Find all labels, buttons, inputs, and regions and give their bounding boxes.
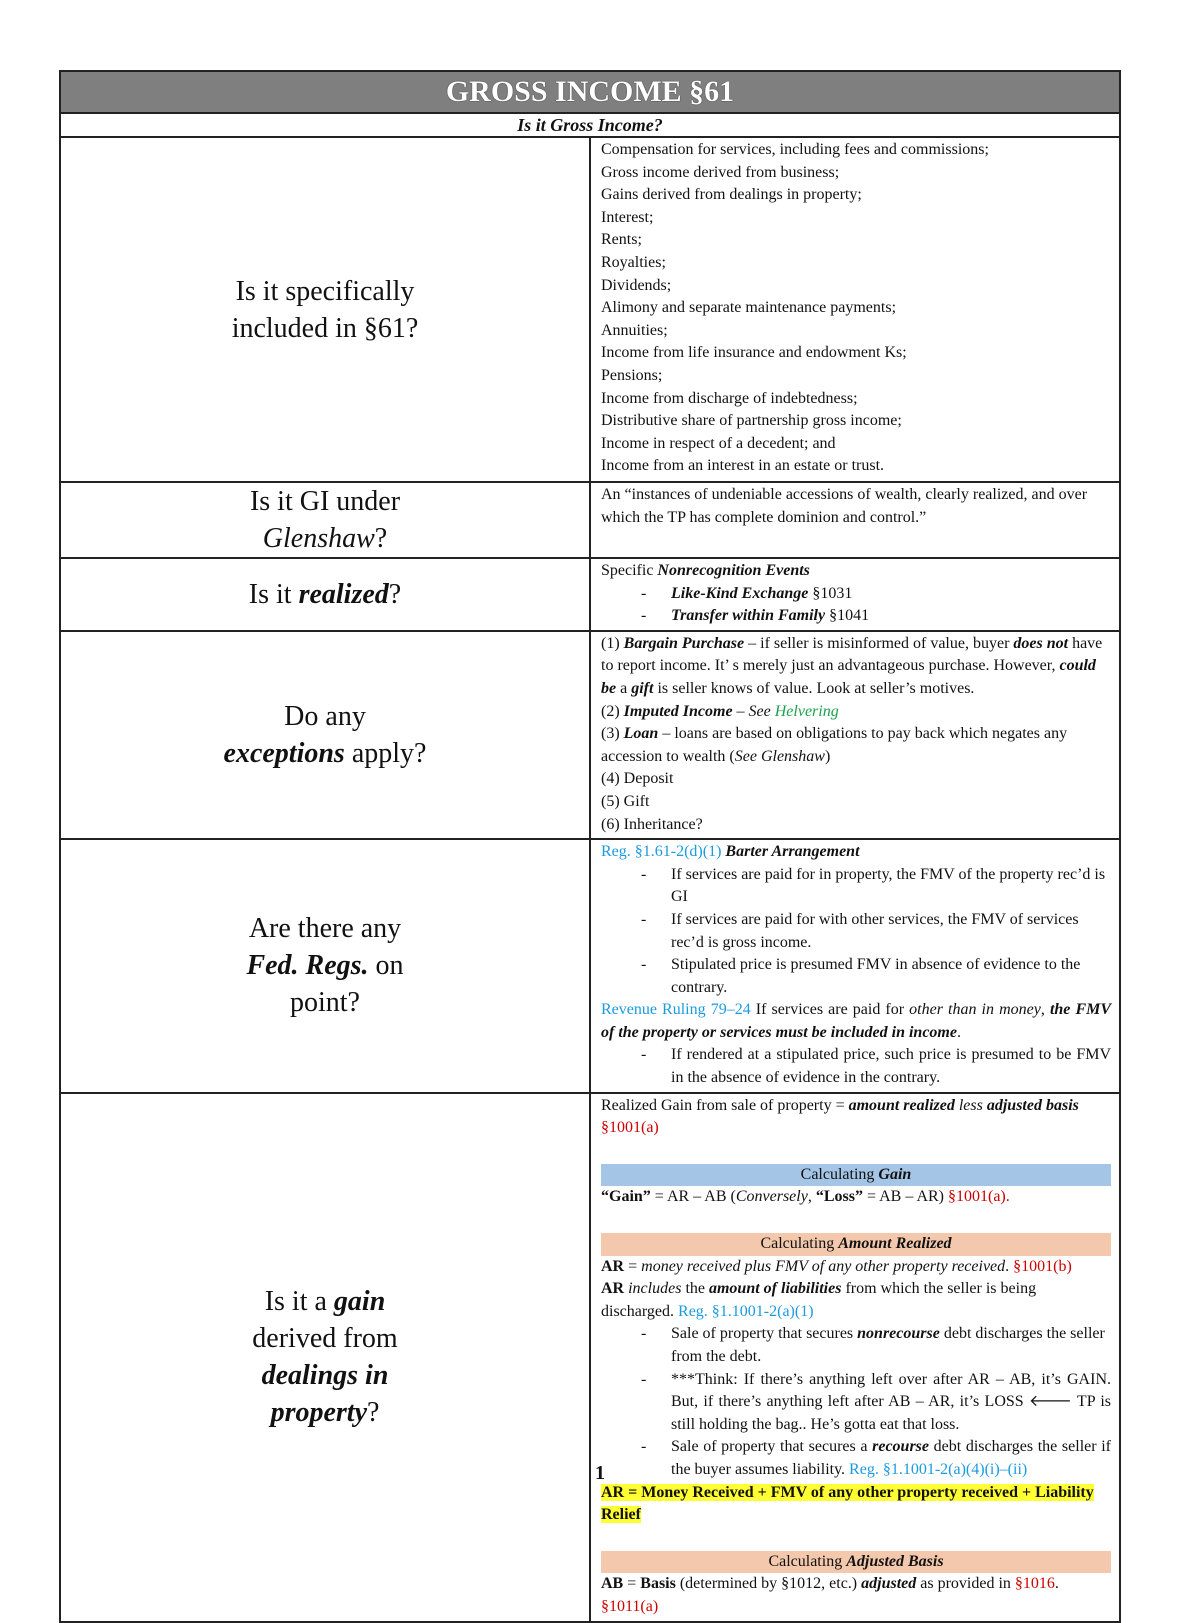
spacer [601, 1209, 1111, 1231]
list-item: Income from an interest in an estate or trust. [601, 457, 885, 475]
answer-text: AR includes the amount of liabilities from which the seller is being discharged. Reg. §1.1001-2(a)(1) [601, 1280, 1037, 1320]
list-item: Gains derived from dealings in property; [601, 186, 862, 204]
row-glenshaw [60, 482, 1120, 558]
row-gain-dealings [60, 1093, 1120, 1622]
row-realized [60, 558, 1120, 631]
question-text: Are there any [248, 913, 402, 945]
statute-link[interactable]: §1011(a) [601, 1597, 659, 1615]
bullet-item: - Like-Kind Exchange §1031 [601, 583, 1111, 606]
question-cell [60, 631, 590, 839]
regulation-heading: Reg. §1.61-2(d)(1) Barter Arrangement [601, 843, 860, 861]
page-subtitle: Is it Gross Income? [60, 113, 1120, 137]
regulation-link[interactable]: Reg. §1.61-2(d)(1) [601, 843, 722, 861]
question-text: point? [290, 987, 360, 1019]
bullet-item: - ***Think: If there’s anything left over after AR – AB, it’s GAIN. But, if there’s anything left after AB – AR, it’s LOSS 🡐 TP is still holding the bag.. He’s gotta eat that loss. [601, 1369, 1111, 1437]
list-item: Income in respect of a decedent; and [601, 434, 836, 452]
question-cell [60, 137, 590, 482]
question-text: Glenshaw? [262, 523, 388, 554]
row-exceptions [60, 631, 1120, 839]
exception-item: (4) Deposit [601, 770, 674, 788]
question-cell [60, 482, 590, 558]
statute-link[interactable]: §1001(a). [948, 1188, 1010, 1206]
revenue-ruling-text: Revenue Ruling 79–24 If services are paid for other than in money, the FMV of the property or services must be included in income. [601, 1001, 1112, 1041]
question-text: Do any [284, 700, 366, 732]
list-item: Alimony and separate maintenance payments; [601, 299, 897, 317]
case-link[interactable]: Helvering [774, 702, 839, 720]
statute-link[interactable]: §1001(b) [1013, 1257, 1072, 1275]
answer-cell [590, 482, 1120, 558]
question-text: Is it a gain [264, 1286, 386, 1318]
list-item: Pensions; [601, 366, 663, 384]
list-item: Income from life insurance and endowment Ks; [601, 344, 907, 362]
page-title: GROSS INCOME §61 [60, 71, 1120, 113]
page-number: 1 [595, 1462, 605, 1484]
exception-item: (3) Loan – loans are based on obligations to pay back which negates any accession to wealth (See Glenshaw) [601, 725, 1068, 765]
case-name: Glenshaw [262, 523, 375, 554]
list-item: Compensation for services, including fees and commissions; [601, 141, 989, 158]
bullet-item: - Stipulated price is presumed FMV in absence of evidence to the contrary. [601, 954, 1111, 999]
list-item: Income from discharge of indebtedness; [601, 389, 858, 407]
bullet-item: - If services are paid for in property, the FMV of the property rec’d is GI [601, 864, 1111, 909]
question-text: exceptions apply? [223, 737, 427, 769]
question-cell [60, 1093, 590, 1622]
list-item: Interest; [601, 208, 654, 226]
bullet-item: - Transfer within Family §1041 [601, 605, 1111, 628]
question-text: dealings in [261, 1360, 389, 1392]
regulation-link[interactable]: Reg. §1.1001-2(a)(1) [678, 1302, 814, 1320]
question-cell [60, 839, 590, 1093]
answer-cell [590, 839, 1120, 1093]
list-item: Annuities; [601, 321, 668, 339]
question-text: property? [270, 1397, 380, 1429]
question-text: Is it specifically [235, 275, 415, 307]
formula-line: AB = Basis (determined by §1012, etc.) adjusted as provided in §1016. §1011(a) [601, 1575, 1059, 1615]
answer-cell [590, 1093, 1120, 1622]
answer-cell [590, 558, 1120, 631]
spacer [601, 1140, 1111, 1162]
section-bar-adjusted-basis: Calculating Adjusted Basis [601, 1551, 1111, 1574]
exception-item: (2) Imputed Income – See Helvering [601, 702, 839, 720]
question-emphasis: realized [298, 578, 389, 610]
bullet-item: - Sale of property that secures nonrecourse debt discharges the seller from the debt. [601, 1323, 1111, 1368]
section-bar-gain: Calculating Gain [601, 1164, 1111, 1187]
exception-item: (1) Bargain Purchase – if seller is misinformed of value, buyer does not have to report income. It’ s merely just an advantageous purchase. However, could be a gift is seller knows of value. Look at seller’s motives. [601, 634, 1103, 697]
question-text: Fed. Regs. on [246, 950, 404, 982]
formula-line: “Gain” = AR – AB (Conversely, “Loss” = AB – AR) §1001(a). [601, 1188, 1010, 1206]
spacer [601, 1527, 1111, 1549]
formula-line: AR = money received plus FMV of any other property received. §1001(b) [601, 1257, 1072, 1275]
answer-text: Specific Nonrecognition Events [601, 562, 810, 579]
question-text: Is it GI under [249, 486, 401, 517]
answer-cell [590, 137, 1120, 482]
outline-table [59, 70, 1121, 1623]
row-fed-regs [60, 839, 1120, 1093]
question-cell: Is it realized? [60, 558, 590, 631]
list-item: Gross income derived from business; [601, 163, 840, 181]
highlighted-formula: AR = Money Received + FMV of any other property received + Liability Relief [601, 1483, 1094, 1524]
outline-page [59, 70, 1121, 1623]
list-item: Dividends; [601, 276, 672, 294]
answer-text: An “instances of undeniable accessions of wealth, clearly realized, and over which the TP has complete dominion and control.” [601, 486, 1088, 526]
revenue-ruling-link[interactable]: Revenue Ruling 79–24 [601, 1001, 751, 1019]
list-item: Royalties; [601, 253, 666, 271]
bullet-item: - If services are paid for with other services, the FMV of services rec’d is gross income. [601, 909, 1111, 954]
section-bar-amount-realized: Calculating Amount Realized [601, 1233, 1111, 1256]
answer-cell [590, 631, 1120, 839]
question-text: included in §61? [231, 312, 419, 344]
exception-item: (5) Gift [601, 792, 650, 810]
question-text: derived from [252, 1323, 398, 1355]
bullet-item: - If rendered at a stipulated price, such price is presumed to be FMV in the absence of evidence in the contrary. [601, 1044, 1111, 1089]
list-item: Rents; [601, 231, 642, 249]
row-included-in-61 [60, 137, 1120, 482]
bullet-item: - Sale of property that secures a recourse debt discharges the seller if the buyer assumes liability. Reg. §1.1001-2(a)(4)(i)–(ii) [601, 1436, 1111, 1481]
regulation-link[interactable]: Reg. §1.1001-2(a)(4)(i)–(ii) [849, 1460, 1028, 1478]
list-item: Distributive share of partnership gross income; [601, 412, 902, 430]
statute-link[interactable]: §1016 [1014, 1575, 1055, 1593]
statute-link[interactable]: §1001(a) [601, 1119, 659, 1137]
formula-line: Realized Gain from sale of property = amount realized less adjusted basis §1001(a) [601, 1096, 1079, 1137]
exception-item: (6) Inheritance? [601, 815, 703, 833]
